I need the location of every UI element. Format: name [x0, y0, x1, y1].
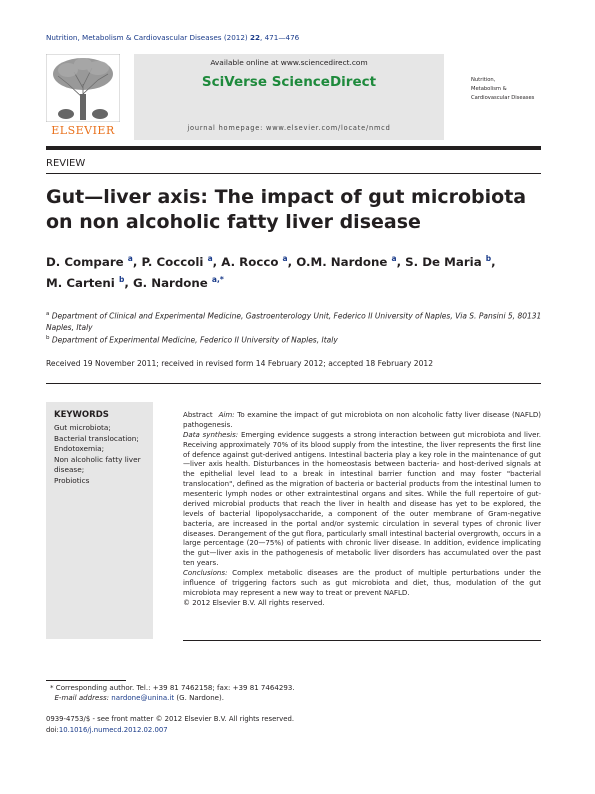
abstract-copyright: © 2012 Elsevier B.V. All rights reserved. — [183, 597, 325, 607]
author: P. Coccoli — [141, 254, 204, 269]
elsevier-tree-icon — [46, 54, 120, 122]
footnote-rule — [46, 680, 126, 681]
dates-rule — [46, 383, 541, 384]
affiliation-link[interactable]: a — [207, 254, 213, 263]
article-history: Received 19 November 2011; received in revised form 14 February 2012; accepted 18 February 2012 — [46, 359, 434, 368]
issn-line: 0939-4753/$ - see front matter © 2012 Elsevier B.V. All rights reserved. — [46, 715, 295, 723]
abstract-synthesis: Data synthesis: Emerging evidence suggests a strong interaction between gut microbiota and liver. Receiving approximately 70% of its blood supply from the intestine, the liver represents the first line of defence against gut-derived antigens. Intestinal bacteria play a key role in the maintenance of gut—liver axis health. Disturbances in the homeostasis between bacteria- and host-derived signals at the epithelial level lead to a break in intestinal barrier function and may foster "bacterial translocation", defined as the migration of bacteria or bacterial products from the intestinal lumen to mesenteric lymph nodes or other extraintestinal organs and sites. While the full repertoire of gut-derived microbial products that reach the liver in health and disease has yet to be explored, the levels of bacterial lipopolysaccharide, a component of the outer membrane of Gram-negative bacteria, are increased in the portal and/or systemic circulation in several types of chronic liver diseases. Derangement of the gut flora, particularly small intestinal bacterial overgrowth, occurs in a large percentage (20—75%) of patients with chronic liver disease. In addition, evidence implicating the gut—liver axis in the pathogenesis of metabolic liver disorders has accumulated over the past ten years. — [183, 429, 541, 568]
author: M. Carteni — [46, 276, 115, 291]
affiliation-link[interactable]: b — [118, 275, 125, 285]
corresponding-author-link[interactable]: a,* — [211, 275, 224, 285]
author: O.M. Nardone — [296, 254, 388, 269]
section-label: REVIEW — [46, 158, 86, 169]
affiliations — [46, 309, 546, 345]
keyword: Bacterial translocation; — [54, 433, 139, 443]
corresponding-footnote: * Corresponding author. Tel.: +39 81 7462158; fax: +39 81 7464293. E-mail address: nardone@unina.it (G. Nardone). — [50, 683, 295, 702]
affiliation-link[interactable]: b — [485, 254, 492, 263]
abstract-conclusions: Conclusions: Complex metabolic diseases are the product of multiple perturbations under the influence of triggering factors such as gut microbiota and diet, thus, modulation of the gut microbiota may represent a new way to treat or prevent NAFLD. — [183, 568, 541, 597]
journal-mini-title: Nutrition, Metabolism & Cardiovascular Diseases — [471, 77, 535, 102]
author: G. Nardone — [132, 276, 208, 291]
abstract-heading: Abstract — [183, 410, 213, 419]
affiliation: $^a$ Department of Clinical and Experimental Medicine, Gastroenterology Unit, Federico II University of Naples, Via S. Pansini 5, 80131 Naples, Italy — [46, 311, 542, 332]
author: D. Compare — [46, 254, 124, 269]
keyword: Gut microbiota; — [54, 423, 111, 432]
issn-doi: 0939-4753/$ - see front matter © 2012 Elsevier B.V. All rights reserved. doi:10.1016/j.numecd.2012.02.007 — [46, 714, 546, 735]
keywords-heading: KEYWORDS — [54, 410, 109, 420]
author: S. De Maria — [405, 254, 482, 269]
author: A. Rocco — [221, 254, 279, 269]
email-link[interactable]: nardone@unina.it — [111, 693, 175, 702]
affiliation: $^b$ Department of Experimental Medicine, Federico II University of Naples, Italy — [46, 334, 338, 344]
platform-name[interactable]: SciVerse ScienceDirect — [201, 74, 377, 90]
abstract-rule — [183, 640, 541, 641]
journal-citation: Nutrition, Metabolism & Cardiovascular Diseases (2012) 22, 471—476 — [46, 33, 300, 42]
keywords-box — [46, 402, 153, 639]
sciencedirect-banner[interactable] — [134, 54, 444, 140]
section-rule — [46, 173, 541, 174]
keyword: Probiotics — [54, 475, 90, 485]
affiliation-link[interactable]: a — [127, 254, 133, 263]
affiliation-link[interactable]: a — [391, 254, 397, 263]
header-rule — [46, 146, 541, 150]
author-list: D. Compare $^a$, P. Coccoli $^a$, A. Rocco $^a$, O.M. Nardone $^a$, S. De Maria $^b$, M. Carteni $^b$, G. Nardone $^{a,*}$ — [46, 254, 496, 291]
affiliation-link[interactable]: a — [282, 254, 288, 263]
journal-homepage[interactable]: journal homepage: www.elsevier.com/locate/nmcd — [187, 124, 391, 132]
keywords-list — [54, 423, 150, 487]
doi-link[interactable]: 10.1016/j.numecd.2012.02.007 — [58, 725, 168, 734]
keyword: Non alcoholic fatty liver disease; — [54, 454, 141, 475]
article-title: Gut—liver axis: The impact of gut microbiota on non alcoholic fatty liver disease — [46, 186, 527, 233]
abstract — [183, 410, 541, 608]
publisher-wordmark: ELSEVIER — [51, 124, 115, 137]
elsevier-logo[interactable] — [46, 54, 120, 140]
keyword: Endotoxemia; — [54, 444, 105, 454]
abstract-aim: Abstract Aim: To examine the impact of gut microbiota on non alcoholic fatty liver disease (NAFLD) pathogenesis. — [183, 410, 542, 429]
available-online-text: Available online at www.sciencedirect.com — [210, 58, 368, 67]
